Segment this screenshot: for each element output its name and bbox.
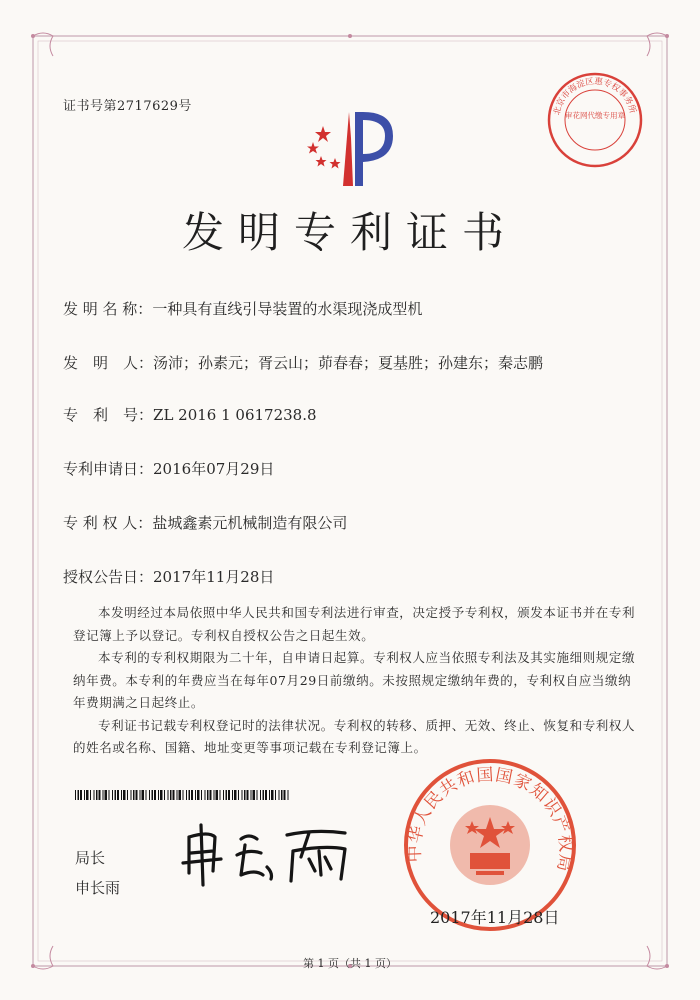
barcode-bar <box>105 790 108 800</box>
body-paragraph-2: 本专利的专利权期限为二十年，自申请日起算。专利权人应当依照专利法及其实施细则规定缴纳年费。本专利的年费应当在每年07月29日前缴纳。未按照规定缴纳年费的，专利权自应当缴纳年费期满之日起终止。 <box>73 650 636 710</box>
patentee-row <box>63 512 347 533</box>
barcode-bar <box>152 790 154 800</box>
barcode-bar <box>112 790 113 800</box>
barcode-bar <box>242 790 243 800</box>
cnipa-logo-icon <box>285 98 425 198</box>
barcode-bar <box>257 790 258 800</box>
barcode-bar <box>288 790 289 800</box>
barcode-bar <box>244 790 246 800</box>
barcode-bar <box>131 790 132 800</box>
body-paragraph-3: 专利证书记载专利权登记时的法律状况。专利权的转移、质押、无效、终止、恢复和专利权人的姓名或名称、国籍、地址变更等事项记载在专利登记簿上。 <box>73 717 636 755</box>
barcode-bar <box>75 790 76 800</box>
invention-name-row <box>63 298 422 319</box>
barcode-bar <box>284 790 286 800</box>
barcode-bar <box>247 790 249 800</box>
barcode-bar <box>228 790 230 800</box>
barcode-bar <box>164 790 165 800</box>
barcode-bar <box>142 790 145 800</box>
barcode-bar <box>189 790 191 800</box>
barcode-bar <box>146 790 147 800</box>
barcode-bar <box>127 790 128 800</box>
barcode-bar <box>232 790 233 800</box>
patentee-value: 盐城鑫素元机械制造有限公司 <box>152 514 348 532</box>
invention-name-value: 一种具有直线引导装置的水渠现浇成型机 <box>152 300 423 318</box>
barcode-bar <box>207 790 209 800</box>
barcode-bar <box>86 790 89 800</box>
filing-date-label: 专利申请日： <box>63 460 154 478</box>
barcode-bar <box>197 790 200 800</box>
grant-date-label: 授权公告日： <box>63 568 154 586</box>
director-name: 申长雨 <box>75 879 121 897</box>
agency-seal-inner: 审花网代缴专用章 <box>565 111 625 120</box>
barcode-bar <box>170 790 172 800</box>
barcode-icon <box>75 790 290 800</box>
patent-number-value: ZL 2016 1 0617238.8 <box>153 406 317 424</box>
barcode-bar <box>265 790 267 800</box>
barcode-bar <box>269 790 270 800</box>
barcode-bar <box>201 790 202 800</box>
filing-date-row <box>63 458 274 479</box>
barcode-bar <box>281 790 283 800</box>
barcode-bar <box>149 790 150 800</box>
barcode-bar <box>136 790 138 800</box>
official-seal-text: 中华人民共和国国家知识产权局 <box>404 764 576 874</box>
barcode-bar <box>109 790 110 800</box>
barcode-bar <box>251 790 252 800</box>
filing-date-value: 2016年07月29日 <box>153 460 275 478</box>
seal-date: 2017年11月28日 <box>430 908 560 927</box>
barcode-bar <box>123 790 126 800</box>
barcode-bar <box>117 790 119 800</box>
barcode-bar <box>173 790 175 800</box>
barcode-bar <box>84 790 85 800</box>
agency-seal-icon <box>545 70 645 170</box>
page-footer: 第 1 页（共 1 页） <box>303 957 397 970</box>
barcode-bar <box>191 790 193 800</box>
body-paragraph-1: 本发明经过本局依照中华人民共和国专利法进行审查，决定授予专利权，颁发本证书并在专利登记簿上予以登记。专利权自授权公告之日起生效。 <box>73 605 636 643</box>
barcode-bar <box>279 790 280 800</box>
barcode-bar <box>260 790 261 800</box>
barcode-bar <box>214 790 215 800</box>
barcode-bar <box>263 790 265 800</box>
barcode-bar <box>177 790 178 800</box>
barcode-bar <box>133 790 135 800</box>
barcode-bar <box>94 790 95 800</box>
patent-number-label: 专 利 号： <box>63 406 154 424</box>
barcode-bar <box>238 790 239 800</box>
inventor-row <box>63 352 543 373</box>
barcode-bar <box>154 790 156 800</box>
barcode-bar <box>168 790 169 800</box>
barcode-bar <box>220 790 221 800</box>
barcode-bar <box>223 790 224 800</box>
barcode-bar <box>234 790 237 800</box>
inventor-label: 发 明 人： <box>63 354 154 372</box>
signature-icon <box>175 815 365 890</box>
barcode-bar <box>96 790 98 800</box>
barcode-bar <box>160 790 163 800</box>
barcode-bar <box>210 790 212 800</box>
director-title: 局长 <box>75 849 106 867</box>
invention-name-label: 发 明 名 称： <box>63 300 153 318</box>
barcode-bar <box>78 790 80 800</box>
barcode-bar <box>80 790 82 800</box>
grant-date-row <box>63 566 274 587</box>
barcode-bar <box>90 790 91 800</box>
barcode-bar <box>205 790 206 800</box>
barcode-bar <box>226 790 228 800</box>
certificate-body <box>73 602 638 760</box>
barcode-bar <box>121 790 122 800</box>
inventor-value: 汤沛；孙素元；胥云山；茆春春；夏基胜；孙建东；秦志鹏 <box>153 354 544 372</box>
barcode-bar <box>158 790 159 800</box>
barcode-bar <box>271 790 274 800</box>
barcode-bar <box>115 790 117 800</box>
barcode-bar <box>179 790 182 800</box>
barcode-bar <box>216 790 219 800</box>
grant-date-value: 2017年11月28日 <box>153 568 275 586</box>
certificate-number: 证书号第2717629号 <box>63 99 192 114</box>
patentee-label: 专 利 权 人： <box>63 514 153 532</box>
patent-number-row <box>63 404 317 425</box>
barcode-bar <box>253 790 256 800</box>
barcode-bar <box>275 790 276 800</box>
agency-seal-text: 北京市海淀区惠专权事务所 <box>552 76 638 117</box>
barcode-bar <box>140 790 141 800</box>
barcode-bar <box>103 790 104 800</box>
certificate-title: 发明专利证书 <box>181 208 518 257</box>
barcode-bar <box>195 790 196 800</box>
barcode-bar <box>183 790 184 800</box>
barcode-bar <box>99 790 101 800</box>
barcode-bar <box>186 790 187 800</box>
